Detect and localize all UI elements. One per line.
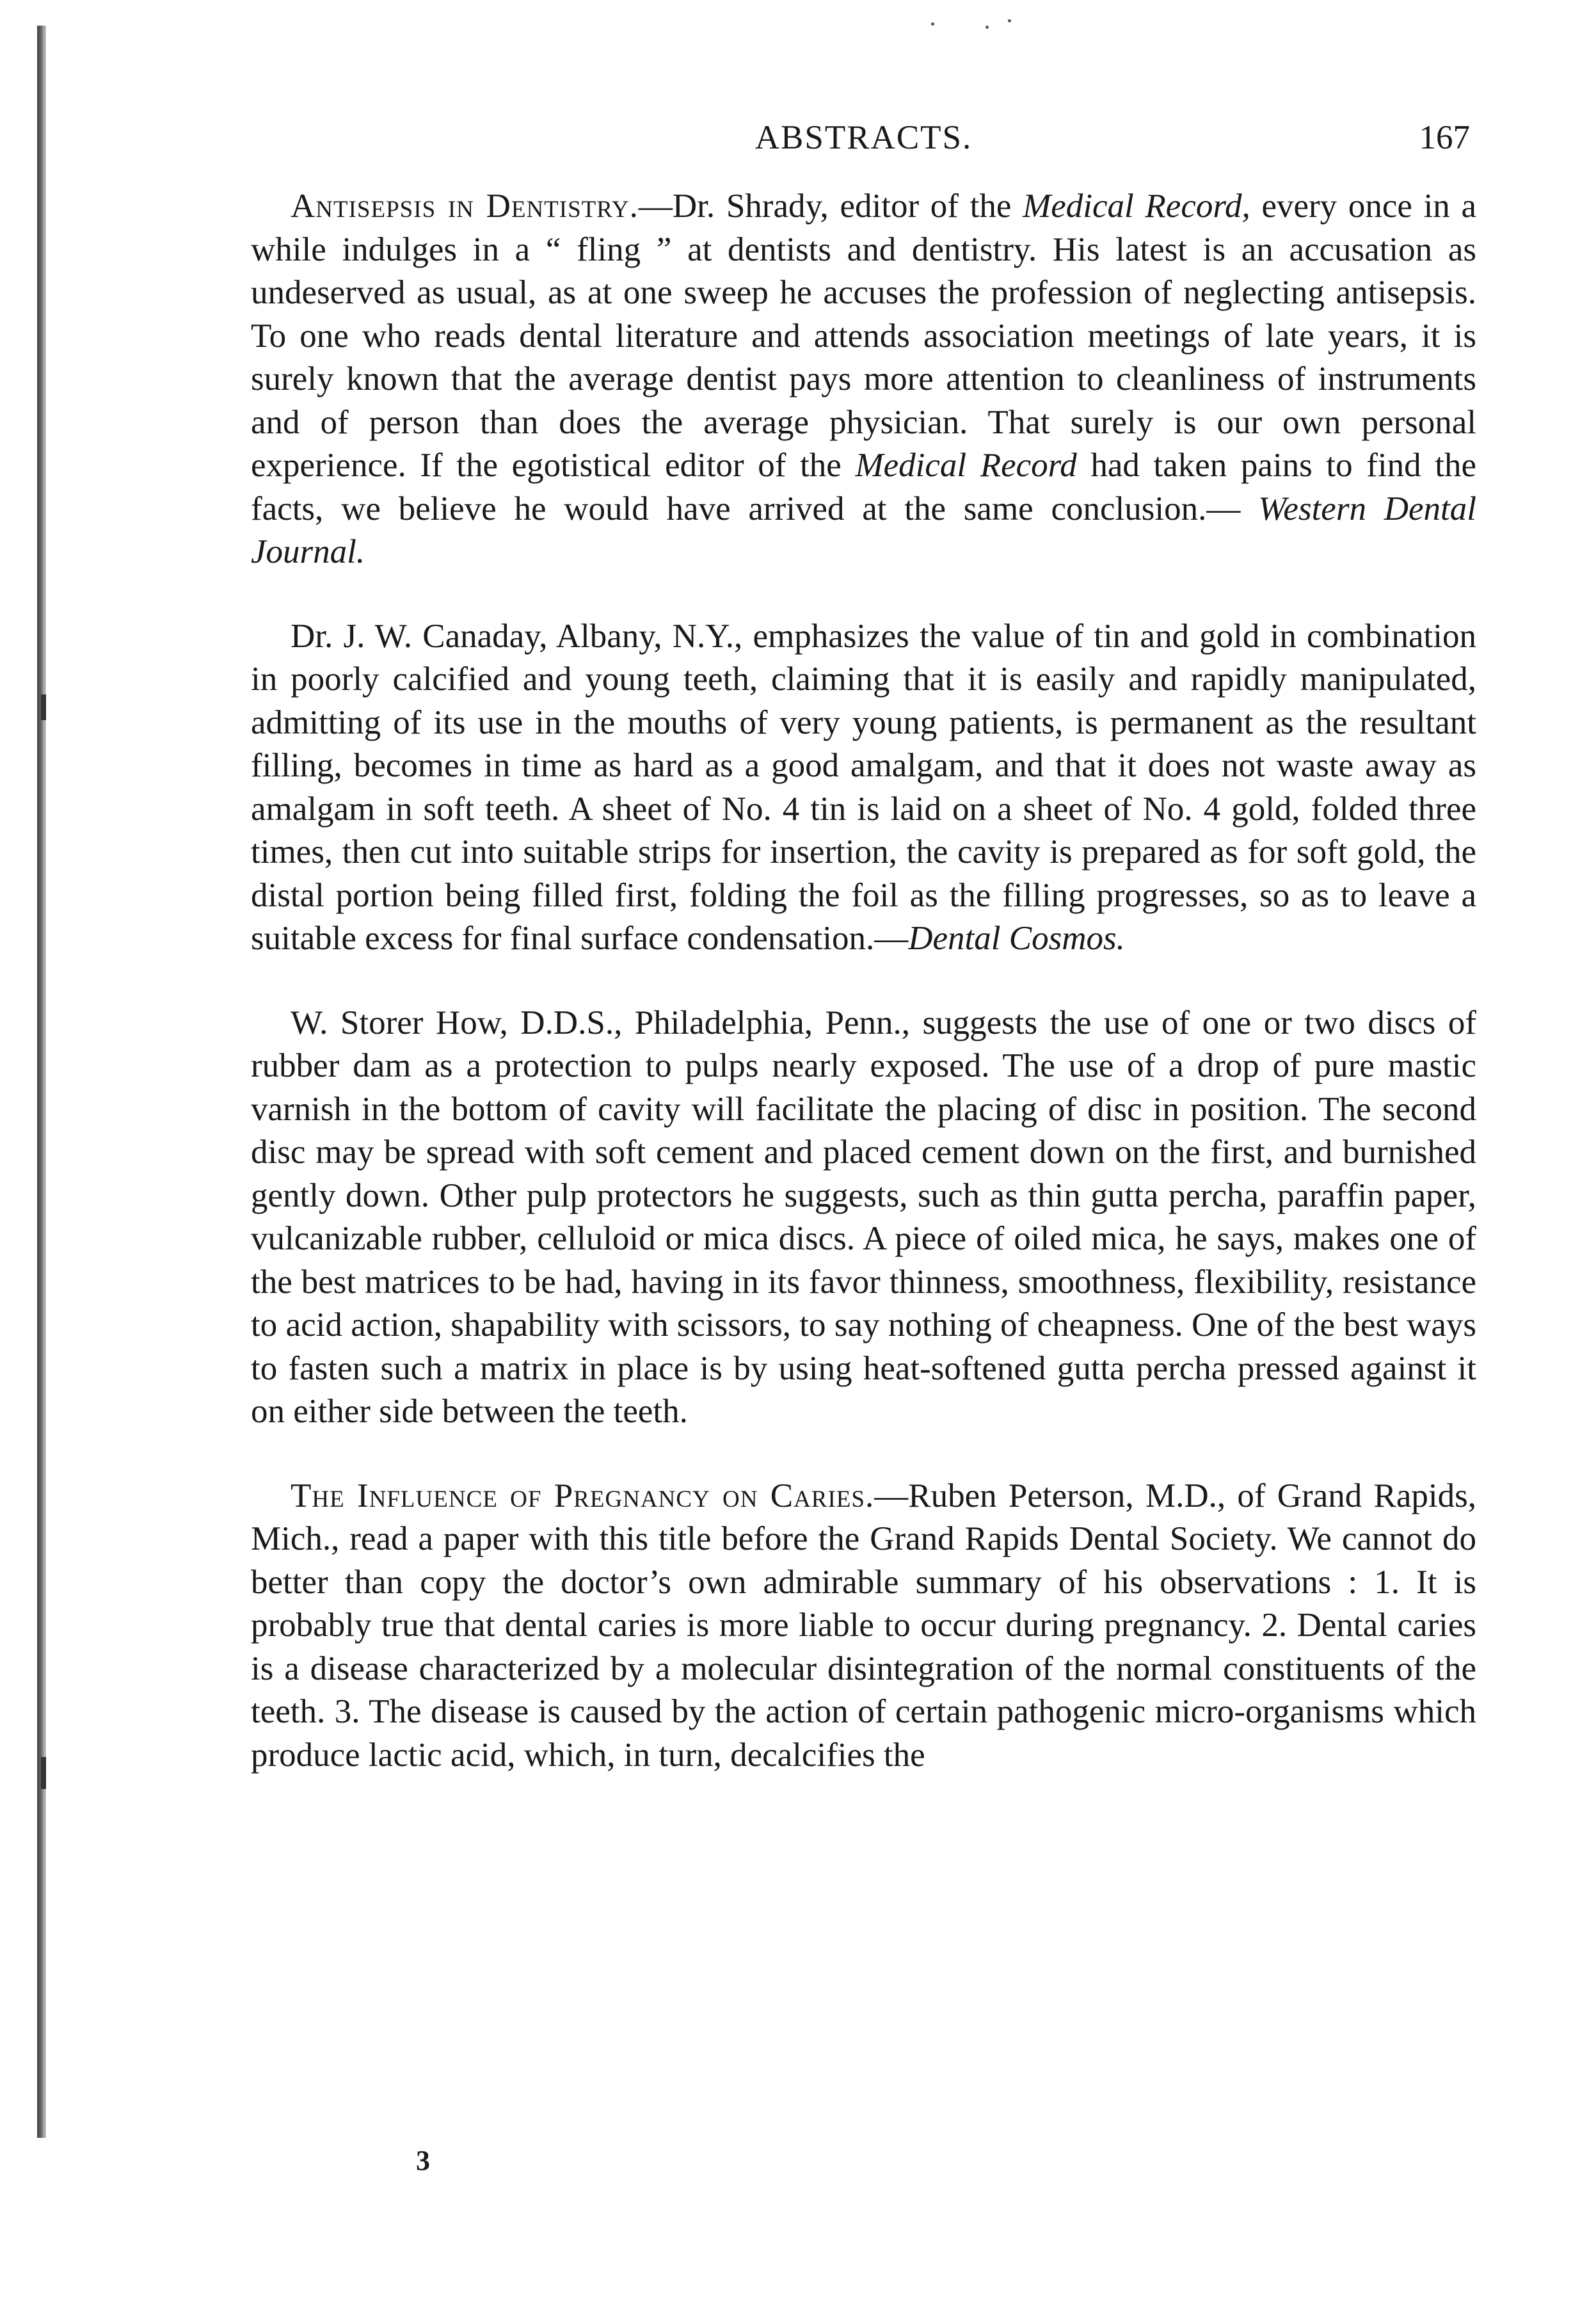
page-number: 167 — [1419, 119, 1470, 156]
journal-title: Medical Record — [855, 447, 1077, 484]
speck — [931, 22, 934, 26]
abstract-pregnancy — [251, 1475, 1476, 1777]
paragraph-text: —Ruben Peterson, M.D., of Grand Rapids, Mich., read a paper with this title before the Grand Rapids Dental Society. We cannot do better than copy the doctor’s own admirable summary of his observations : 1. It is probably true that dental caries is more liable to occur during pregnancy. 2. Dental caries is a disease characterized by a molecular disintegration of the normal constituents of the teeth. 3. The disease is caused by the action of certain pathogenic micro-organisms which produce lactic acid, which, in turn, decalcifies the — [251, 1477, 1476, 1774]
running-title: ABSTRACTS. — [754, 119, 973, 156]
abstract-canaday — [251, 615, 1476, 961]
book-binding-edge — [37, 26, 46, 2138]
section-heading: The Influence of Pregnancy on Caries. — [291, 1477, 875, 1514]
signature-mark: 3 — [416, 2145, 430, 2176]
journal-title: Medical Record, — [1023, 188, 1250, 225]
binding-mark — [41, 1757, 46, 1789]
source-citation: Dental Cosmos. — [908, 920, 1125, 957]
paragraph-text: every once in a while indulges in a “ fling ” at dentists and dentistry. His latest is an accusation as undeserved as usual, as at one sweep he accuses the profession of neglecting antisepsis. To one who reads dental literature and attends association meetings of late years, it is surely known that the average dentist pays more attention to cleanliness of instruments and of person than does the average physician. That surely is our own personal experience. If the egotistical editor of the — [251, 188, 1477, 484]
running-head — [251, 118, 1476, 170]
speck — [986, 26, 989, 29]
section-heading: Antisepsis in Dentistry. — [291, 188, 639, 225]
abstract-how — [251, 1002, 1476, 1434]
paragraph-text: —Dr. Shrady, editor of the — [638, 188, 1023, 225]
speck — [1008, 19, 1011, 22]
source-citation: Western Dental Journal. — [251, 490, 1476, 570]
paragraph-text: Dr. J. W. Canaday, Albany, N.Y., emphasizes the value of tin and gold in combination in poorly calcified and young teeth, claiming that it is easily and rapidly manipulated, admitting of its use in the mouths of very young patients, is permanent as the resultant filling, becomes in time as hard as a good amalgam, and that it does not waste away as amalgam in soft teeth. A sheet of No. 4 tin is laid on a sheet of No. 4 gold, folded three times, then cut into suitable strips for insertion, the cavity is prepared as for soft gold, the distal portion being filled first, folding the foil as the filling progresses, so as to leave a suitable excess for final surface condensation.— — [251, 617, 1476, 957]
page-body — [251, 118, 1476, 1818]
abstract-antisepsis — [251, 185, 1476, 574]
paragraph-text: W. Storer How, D.D.S., Philadelphia, Penn., suggests the use of one or two discs of rubber dam as a protection to pulps nearly exposed. The use of a drop of pure mastic varnish in the bottom of cavity will facilitate the placing of disc in position. The second disc may be spread with soft cement and placed cement down on the first, and burnished gently down. Other pulp protectors he suggests, such as thin gutta percha, paraffin paper, vulcanizable rubber, celluloid or mica discs. A piece of oiled mica, he says, makes one of the best matrices to be had, having in its favor thinness, smoothness, flexibility, resistance to acid action, shapability with scissors, to say nothing of cheapness. One of the best ways to fasten such a matrix in place is by using heat-softened gutta percha pressed against it on either side between the teeth. — [251, 1004, 1476, 1430]
binding-mark — [41, 694, 46, 720]
paragraph-text: had taken pains to find the facts, we believe he would have arrived at the same conclusion.— — [251, 447, 1476, 527]
